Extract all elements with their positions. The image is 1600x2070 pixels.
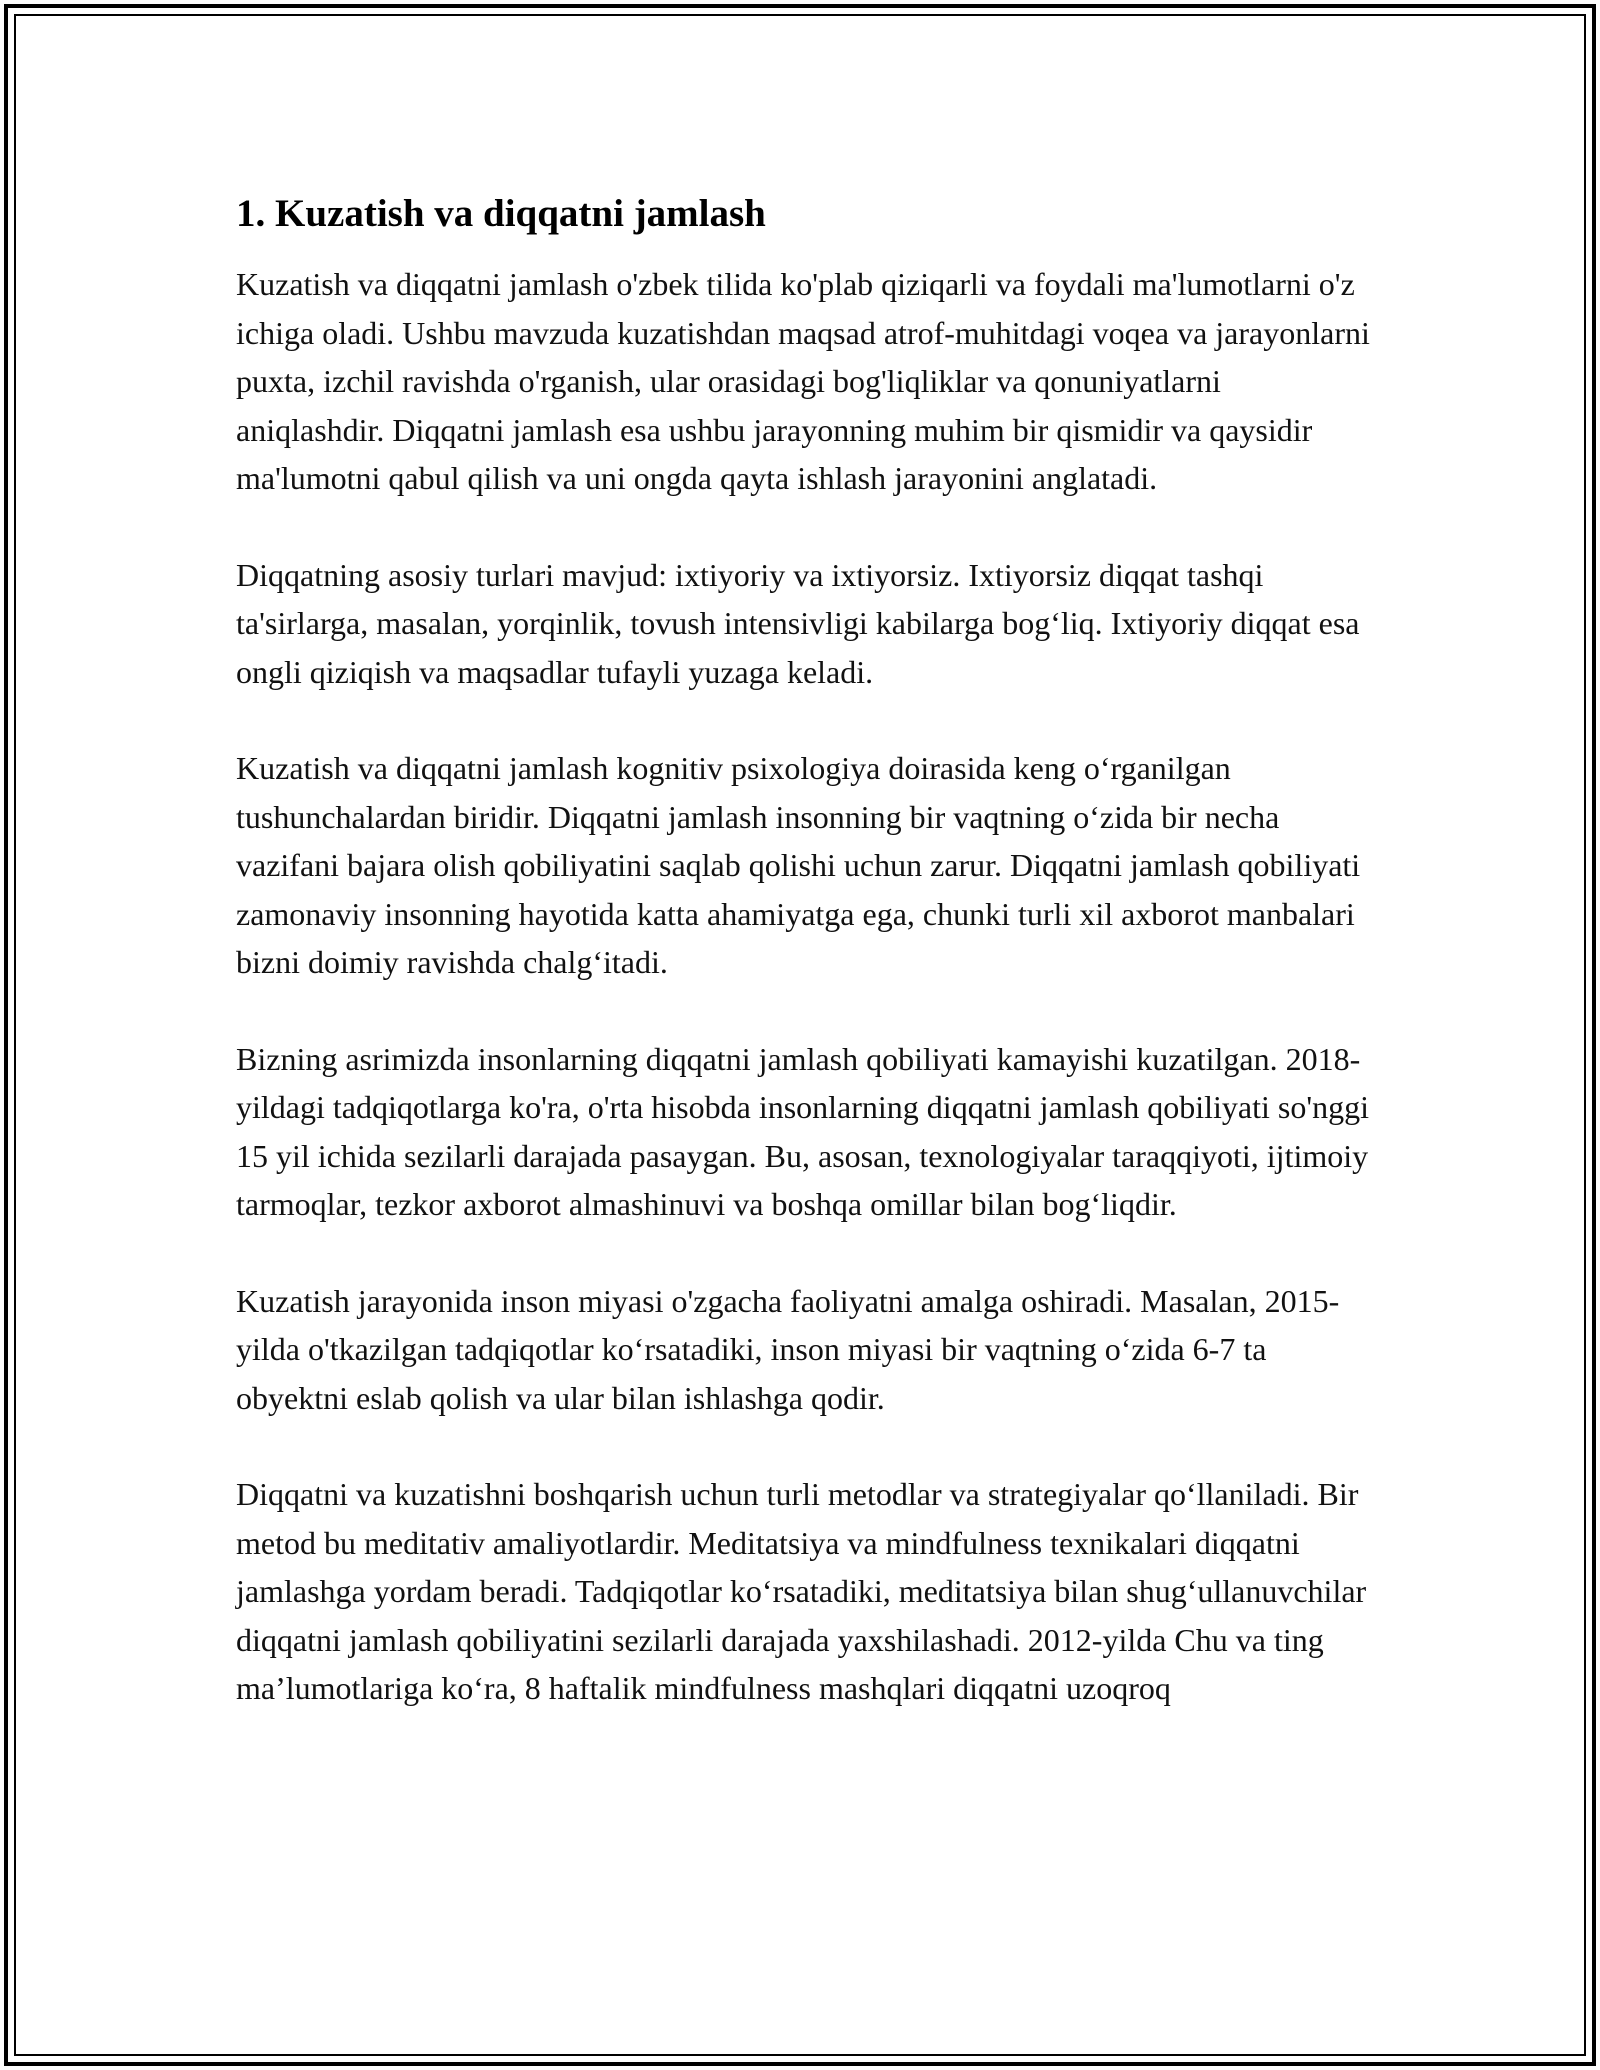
paragraph-4: Bizning asrimizda insonlarning diqqatni jamlash qobiliyati kamayishi kuzatilgan. 2018-yildagi tadqiqotlarga ko'ra, o'rta hisobda insonlarning diqqatni jamlash qobiliyati so'nggi 15 yil ichida sezilarli darajada pasaygan. Bu, asosan, texnologiyalar taraqqiyoti, ijtimoiy tarmoqlar, tezkor axborot almashinuvi va boshqa omillar bilan bog‘liqdir. <box>236 1040 1369 1222</box>
document-body <box>236 188 1376 1761</box>
paragraph-3: Kuzatish va diqqatni jamlash kognitiv psixologiya doirasida keng o‘rganilgan tushunchalardan biridir. Diqqatni jamlash insonning bir vaqtning o‘zida bir necha vazifani bajara olish qobiliyatini saqlab qolishi uchun zarur. Diqqatni jamlash qobiliyati zamonaviy insonning hayotida katta ahamiyatga ega, chunki turli xil axborot manbalari bizni doimiy ravishda chalg‘itadi. <box>236 750 1361 980</box>
section-heading: 1. Kuzatish va diqqatni jamlash <box>236 192 766 235</box>
paragraph-2: Diqqatning asosiy turlari mavjud: ixtiyoriy va ixtiyorsiz. Ixtiyorsiz diqqat tashqi ta'sirlarga, masalan, yorqinlik, tovush intensivligi kabilarga bog‘liq. Ixtiyoriy diqqat esa ongli qiziqish va maqsadlar tufayli yuzaga keladi. <box>236 556 1360 690</box>
paragraph-5: Kuzatish jarayonida inson miyasi o'zgacha faoliyatni amalga oshiradi. Masalan, 2015-yilda o'tkazilgan tadqiqotlar ko‘rsatadiki, inson miyasi bir vaqtning o‘zida 6-7 ta obyektni eslab qolish va ular bilan ishlashga qodir. <box>236 1282 1340 1416</box>
paragraph-6: Diqqatni va kuzatishni boshqarish uchun turli metodlar va strategiyalar qo‘llaniladi. Bir metod bu meditativ amaliyotlardir. Meditatsiya va mindfulness texnikalari diqqatni jamlashga yordam beradi. Tadqiqotlar ko‘rsatadiki, meditatsiya bilan shug‘ullanuvchilar diqqatni jamlash qobiliyatini sezilarli darajada yaxshilashadi. 2012-yilda Chu va ting ma’lumotlariga ko‘ra, 8 haftalik mindfulness mashqlari diqqatni uzoqroq <box>236 1476 1367 1706</box>
paragraph-1: Kuzatish va diqqatni jamlash o'zbek tilida ko'plab qiziqarli va foydali ma'lumotlarni o'z ichiga oladi. Ushbu mavzuda kuzatishdan maqsad atrof-muhitdagi voqea va jarayonlarni puxta, izchil ravishda o'rganish, ular orasidagi bog'liqliklar va qonuniyatlarni aniqlashdir. Diqqatni jamlash esa ushbu jarayonning muhim bir qismidir va qaysidir ma'lumotni qabul qilish va uni ongda qayta ishlash jarayonini anglatadi. <box>236 266 1370 496</box>
